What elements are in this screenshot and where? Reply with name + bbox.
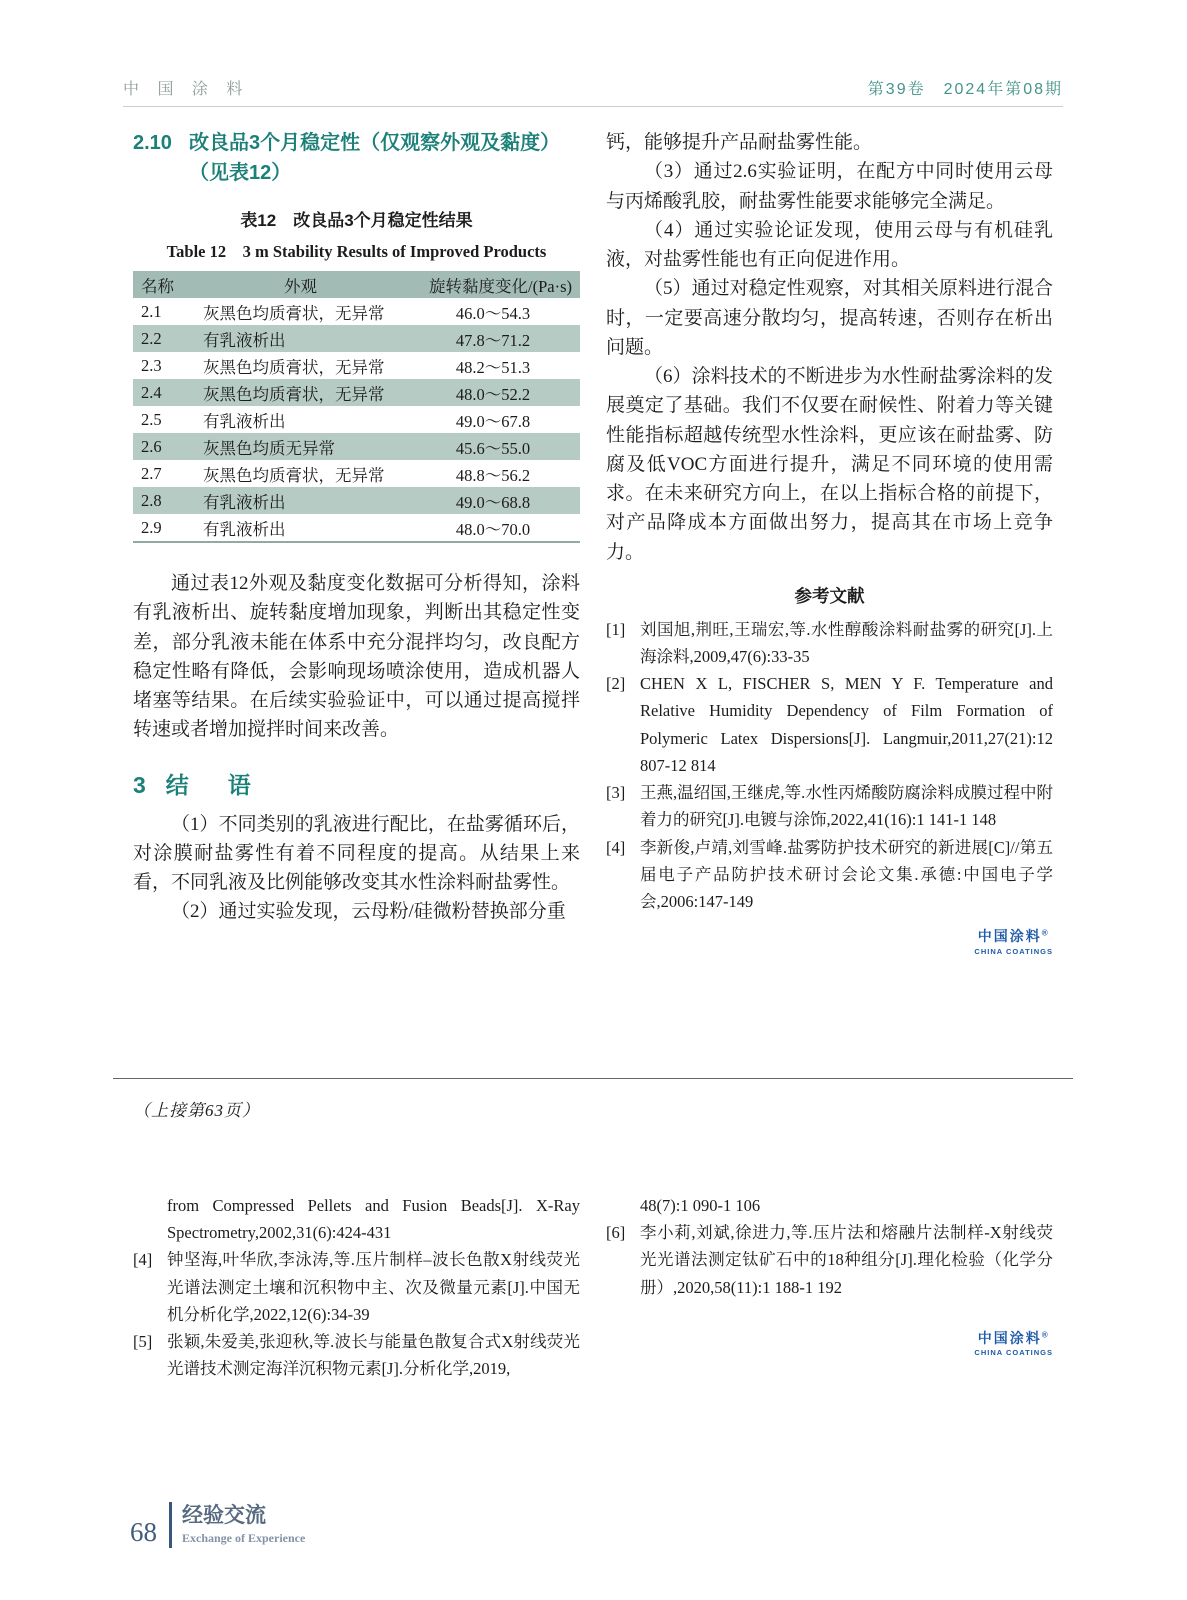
conclusion-paragraph-2: （2）通过实验发现，云母粉/硅微粉替换部分重 <box>171 901 566 923</box>
col-header-name: 名称 <box>141 276 174 296</box>
reference-item <box>606 670 1053 779</box>
logo-text-cn: 中国涂料® <box>977 1329 1050 1346</box>
cell-viscosity: 45.6～55.0 <box>455 438 531 458</box>
reference-text: 张颖,朱爱美,张迎秋,等.波长与能量色散复合式X射线荧光光谱技术测定海洋沉积物元素[J].分析化学,2019, <box>167 1332 580 1379</box>
reference-index: [4] <box>133 1250 153 1270</box>
cell-appearance: 灰黑色均质无异常 <box>203 438 335 458</box>
table-title-en: Table 12 3 m Stability Results of Improved Products <box>166 242 547 261</box>
reference-text: 王燕,温绍国,王继虎,等.水性丙烯酸防腐涂料成膜过程中附着力的研究[J].电镀与涂饰,2022,41(16):1 141-1 148 <box>640 783 1053 830</box>
body-paragraph: （6）涂料技术的不断进步为水性耐盐雾涂料的发展奠定了基础。我们不仅要在耐候性、附着力等关键性能指标超越传统型水性涂料，更应该在耐盐雾、防腐及低VOC方面进行提升，满足不同环境的使用需求。在未来研究方向上，在以上指标合格的前提下，对产品降成本方面做出努力，提高其在市场上竞争力。 <box>606 366 1053 563</box>
table-row <box>133 298 580 325</box>
footer-column-cn: 经验交流 <box>182 1504 266 1528</box>
col-header-viscosity: 旋转黏度变化/(Pa·s) <box>429 276 572 296</box>
reference-text: 李小莉,刘斌,徐进力,等.压片法和熔融片法制样-X射线荧光光谱法测定钛矿石中的18种组分[J].理化检验（化学分册）,2020,58(11):1 188-1 192 <box>640 1223 1053 1297</box>
logo-text-en: CHINA COATINGS <box>974 1348 1053 1358</box>
reference-item <box>133 1328 580 1382</box>
references-heading: 参考文献 <box>794 585 865 606</box>
cell-viscosity: 49.0～68.8 <box>455 492 531 512</box>
cell-appearance: 灰黑色均质膏状，无异常 <box>203 465 385 485</box>
cell-viscosity: 46.0～54.3 <box>455 303 531 323</box>
section-number: 2.10 <box>133 132 172 154</box>
cell-name: 2.7 <box>141 463 162 483</box>
table-row <box>133 325 580 352</box>
reference-index: [6] <box>606 1223 626 1243</box>
table-row <box>133 433 580 460</box>
reference-text: CHEN X L, FISCHER S, MEN Y F. Temperature and Relative Humidity Dependency of Film Formation of Polymeric Latex Dispersions[J]. Langmuir,2011,27(21):12 807-12 814 <box>640 674 1053 775</box>
page-number: 68 <box>130 1517 157 1547</box>
stability-table <box>133 271 580 543</box>
registered-mark-icon: ® <box>1041 1330 1050 1340</box>
cell-name: 2.9 <box>141 517 162 537</box>
cell-viscosity: 48.2～51.3 <box>455 357 531 377</box>
table-header <box>133 271 580 298</box>
reference-text: 钟坚海,叶华欣,李泳涛,等.压片制样–波长色散X射线荧光光谱法测定土壤和沉积物中主、次及微量元素[J].中国无机分析化学,2022,12(6):34-39 <box>167 1250 580 1324</box>
section-title: 改良品3个月稳定性（仅观察外观及黏度）（见表12） <box>189 132 561 184</box>
cell-appearance: 有乳液析出 <box>203 492 286 512</box>
table-row <box>133 460 580 487</box>
body-paragraph: （4）通过实验论证发现，使用云母与有机硅乳液，对盐雾性能也有正向促进作用。 <box>606 219 1053 270</box>
table-title-cn: 表12 改良品3个月稳定性结果 <box>240 211 473 230</box>
registered-mark-icon: ® <box>1041 928 1050 938</box>
cell-name: 2.1 <box>141 301 162 321</box>
cell-appearance: 灰黑色均质膏状，无异常 <box>203 357 385 377</box>
cell-appearance: 灰黑色均质膏状，无异常 <box>203 303 385 323</box>
reference-text: 李新俊,卢靖,刘雪峰.盐雾防护技术研究的新进展[C]//第五届电子产品防护技术研讨会论文集.承德:中国电子学会,2006:147-149 <box>640 837 1053 911</box>
cell-viscosity: 48.0～70.0 <box>455 519 531 539</box>
logo-text-cn: 中国涂料® <box>977 928 1050 945</box>
reference-index: [2] <box>606 674 626 694</box>
cell-viscosity: 47.8～71.2 <box>455 330 531 350</box>
table-row <box>133 379 580 406</box>
cell-viscosity: 49.0～67.8 <box>455 411 531 431</box>
cell-name: 2.8 <box>141 490 162 510</box>
footer-column-en: Exchange of Experience <box>182 1530 306 1545</box>
cell-name: 2.6 <box>141 436 162 456</box>
table-row <box>133 406 580 433</box>
cell-viscosity: 48.8～56.2 <box>455 465 531 485</box>
continuation-note: （上接第63页） <box>133 1101 260 1120</box>
reference-item <box>606 779 1053 833</box>
analysis-paragraph: 通过表12外观及黏度变化数据可分析得知，涂料有乳液析出、旋转黏度增加现象，判断出其稳定性变差，部分乳液未能在体系中充分混拌均匀，改良配方稳定性略有降低，会影响现场喷涂使用，造成机器人堵塞等结果。在后续实验验证中，可以通过提高搅拌转速或者增加搅拌时间来改善。 <box>133 573 580 741</box>
reference-index: [5] <box>133 1332 153 1352</box>
china-coatings-logo <box>974 929 1053 955</box>
reference-index: [1] <box>606 619 626 639</box>
reference-continuation: 48(7):1 090-1 106 <box>640 1196 761 1215</box>
cell-appearance: 有乳液析出 <box>203 330 286 350</box>
conclusion-number: 3 <box>133 771 146 798</box>
table-body <box>133 298 580 542</box>
body-paragraph: （5）通过对稳定性观察，对其相关原料进行混合时，一定要高速分散均匀，提高转速，否则存在析出问题。 <box>606 278 1053 358</box>
section-divider <box>113 1078 1073 1079</box>
reference-index: [4] <box>606 837 626 857</box>
cell-appearance: 有乳液析出 <box>203 519 286 539</box>
cell-name: 2.4 <box>141 382 162 402</box>
china-coatings-logo <box>974 1331 1053 1357</box>
cell-name: 2.5 <box>141 409 162 429</box>
conclusion-heading <box>133 767 580 800</box>
col-header-appearance: 外观 <box>284 276 317 296</box>
conclusion-title: 结 语 <box>165 771 259 798</box>
conclusion-paragraph-1: （1）不同类别的乳液进行配比，在盐雾循环后，对涂膜耐盐雾性有着不同程度的提高。从结果上来看，不同乳液及比例能够改变其水性涂料耐盐雾性。 <box>133 813 580 893</box>
reference-continuation: from Compressed Pellets and Fusion Beads[J]. X-Ray Spectrometry,2002,31(6):424-431 <box>167 1196 580 1243</box>
footer-divider-bar <box>169 1502 172 1548</box>
cell-appearance: 灰黑色均质膏状，无异常 <box>203 384 385 404</box>
table-header-row <box>133 271 580 298</box>
page-footer <box>130 1502 305 1548</box>
table-row <box>133 487 580 514</box>
journal-name: 中 国 涂 料 <box>123 81 250 98</box>
reference-index: [3] <box>606 783 626 803</box>
table-row <box>133 352 580 379</box>
continued-references <box>133 1192 1053 1383</box>
reference-item <box>133 1246 580 1328</box>
main-content <box>133 128 1053 956</box>
reference-item <box>606 616 1053 670</box>
cell-name: 2.3 <box>141 355 162 375</box>
footer-column-block <box>182 1504 305 1545</box>
cell-name: 2.2 <box>141 328 162 348</box>
reference-text: 刘国旭,荆旺,王瑞宏,等.水性醇酸涂料耐盐雾的研究[J].上海涂料,2009,47(6):33-35 <box>640 619 1053 666</box>
section-heading-2-10 <box>133 128 580 188</box>
cell-appearance: 有乳液析出 <box>203 411 286 431</box>
reference-item <box>606 834 1053 916</box>
table-row <box>133 514 580 542</box>
body-paragraph: 钙，能够提升产品耐盐雾性能。 <box>606 132 873 153</box>
continued-right-column <box>606 1192 1053 1383</box>
right-column <box>606 128 1053 956</box>
logo-text-en: CHINA COATINGS <box>974 946 1053 956</box>
body-paragraph: （3）通过2.6实验证明，在配方中同时使用云母与丙烯酸乳胶，耐盐雾性能要求能够完全满足。 <box>606 161 1053 212</box>
cell-viscosity: 48.0～52.2 <box>455 384 531 404</box>
running-head <box>123 76 1063 107</box>
reference-item <box>606 1219 1053 1301</box>
issue-info: 第39卷 2024年第08期 <box>867 81 1063 98</box>
left-column <box>133 128 580 956</box>
continued-left-column <box>133 1192 580 1383</box>
